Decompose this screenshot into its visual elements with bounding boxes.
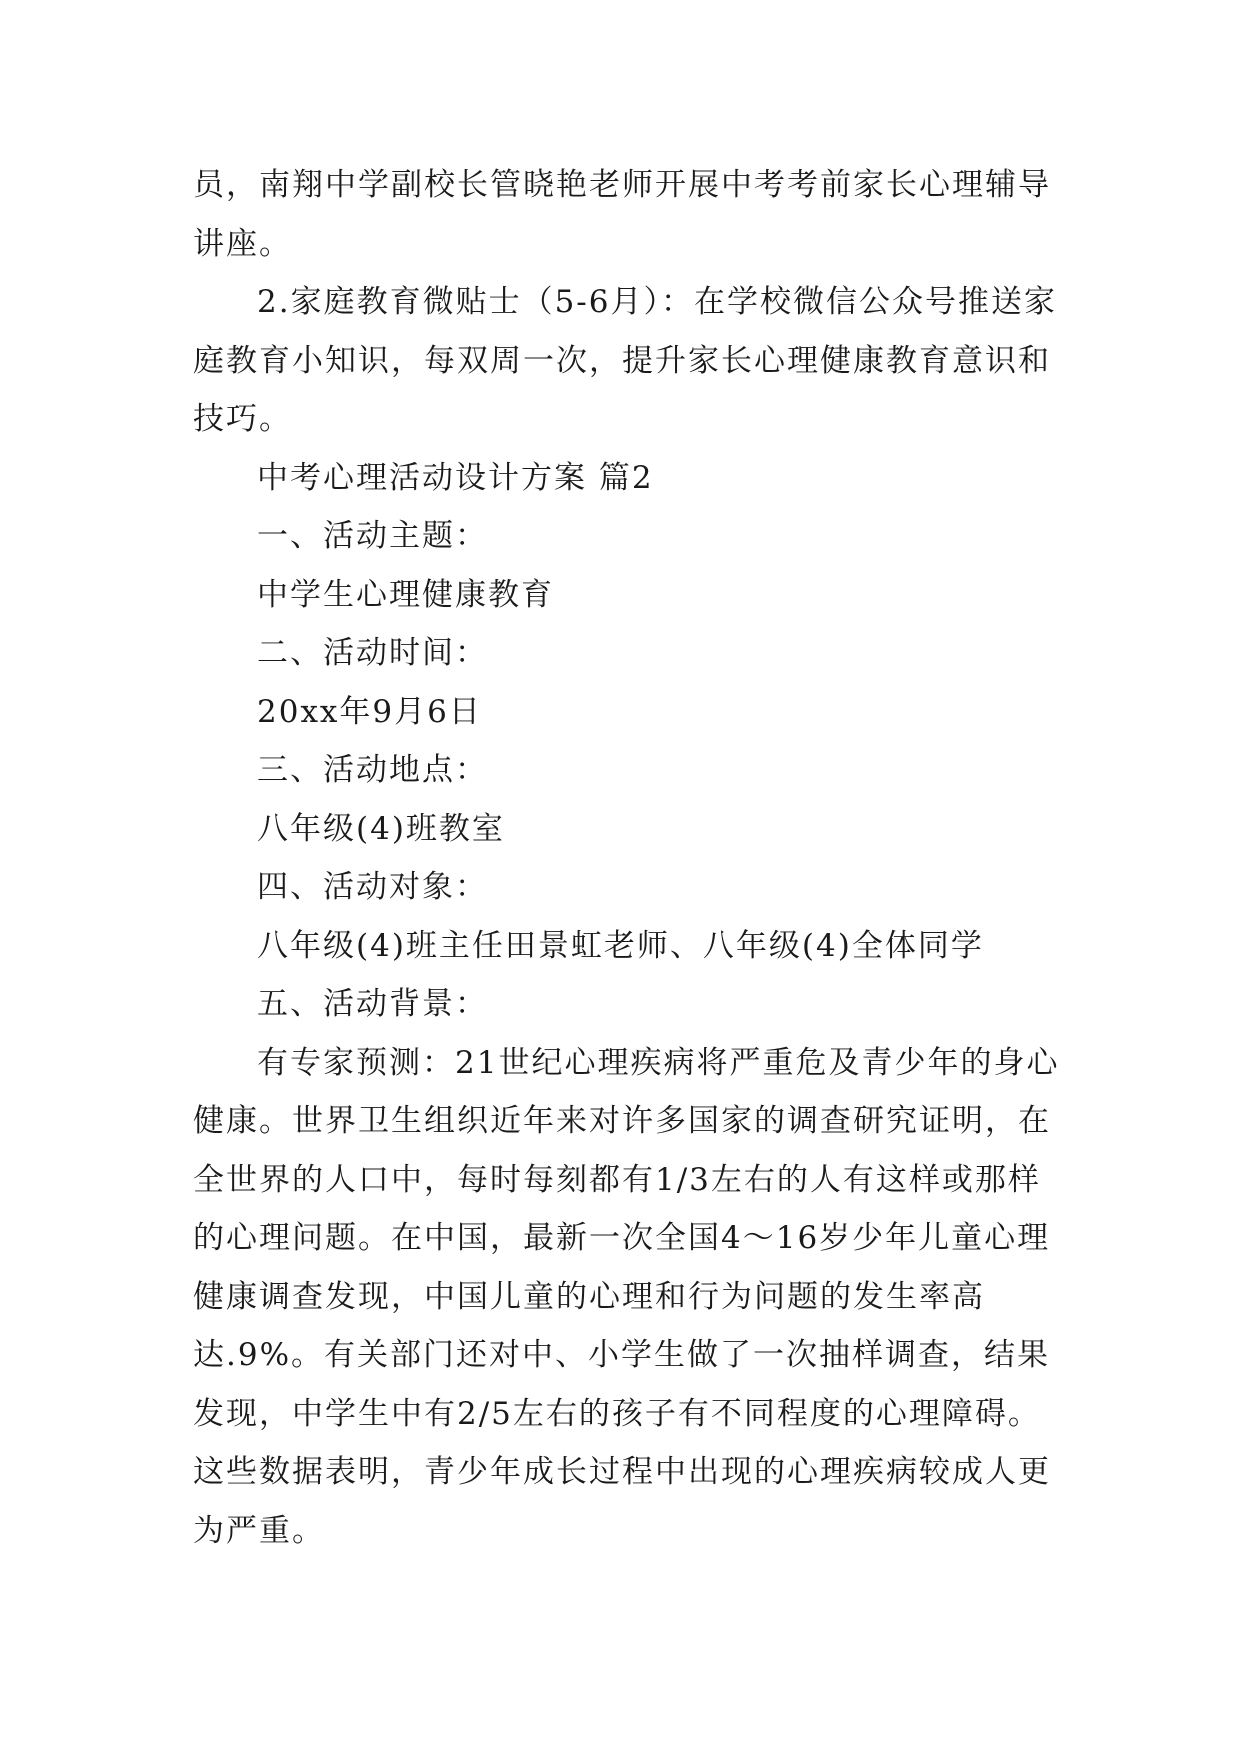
text-line: 为严重。 — [193, 1512, 325, 1549]
text-line: 的心理问题。在中国，最新一次全国4～16岁少年儿童心理 — [193, 1220, 1051, 1256]
text-line: 中考心理活动设计方案 篇2 — [257, 459, 654, 496]
text-line: 达.9%。有关部门还对中、小学生做了一次抽样调查，结果 — [193, 1337, 1051, 1373]
document-body — [193, 156, 1060, 1560]
text-line: 健康。世界卫生组织近年来对许多国家的调查研究证明，在 — [193, 1103, 1051, 1139]
text-line: 发现，中学生中有2/5左右的孩子有不同程度的心理障碍。 — [193, 1395, 1041, 1432]
text-line: 五、活动背景： — [257, 986, 488, 1022]
text-line: 有专家预测：21世纪心理疾病将严重危及青少年的身心 — [257, 1044, 1060, 1081]
text-line: 20xx年9月6日 — [257, 693, 482, 730]
text-line: 庭教育小知识，每双周一次，提升家长心理健康教育意识和 — [193, 342, 1051, 379]
text-line: 三、活动地点： — [257, 752, 488, 788]
text-line: 这些数据表明，青少年成长过程中出现的心理疾病较成人更 — [193, 1454, 1051, 1490]
text-line: 讲座。 — [193, 225, 292, 262]
text-line: 一、活动主题： — [257, 518, 488, 554]
text-line: 全世界的人口中，每时每刻都有1/3左右的人有这样或那样 — [193, 1161, 1041, 1198]
text-line: 技巧。 — [193, 401, 292, 437]
text-line: 中学生心理健康教育 — [257, 576, 554, 613]
text-line: 员，南翔中学副校长管晓艳老师开展中考考前家长心理辅导 — [193, 167, 1051, 203]
text-line: 四、活动对象： — [257, 869, 488, 905]
text-line: 八年级(4)班教室 — [257, 810, 505, 847]
text-line: 2.家庭教育微贴士（5-6月）：在学校微信公众号推送家 — [257, 284, 1057, 320]
text-line: 八年级(4)班主任田景虹老师、八年级(4)全体同学 — [257, 927, 984, 964]
text-line: 健康调查发现，中国儿童的心理和行为问题的发生率高 — [193, 1278, 985, 1315]
text-line: 二、活动时间： — [257, 635, 488, 671]
